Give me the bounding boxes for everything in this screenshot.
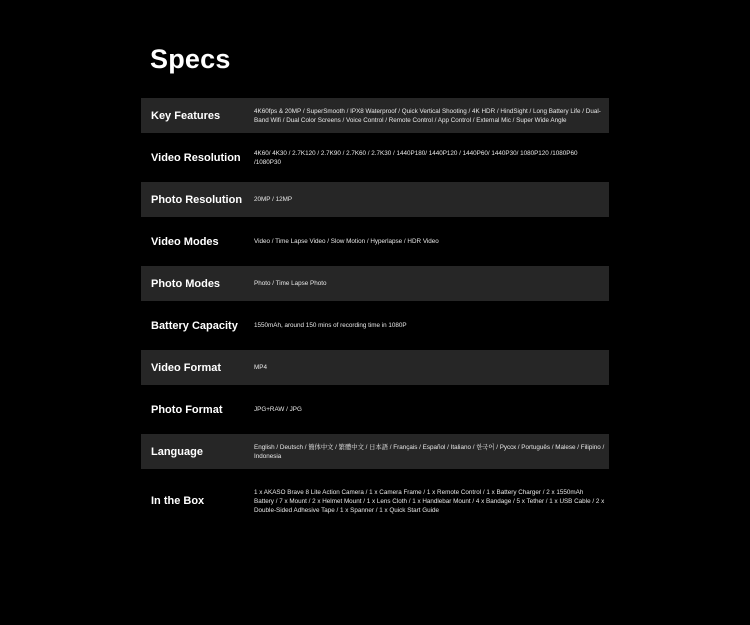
specs-table	[141, 98, 609, 533]
spec-row-video-resolution	[141, 140, 609, 175]
spec-label: Video Format	[151, 361, 222, 374]
spec-value: 1 x AKASO Brave 8 Lite Action Camera / 1 x Camera Frame / 1 x Remote Control / 1 x Battery Charger / 2 x 1550mAh Battery / 7 x Mount / 2 x Helmet Mount / 1 x Lens Cloth / 1 x Handlebar Mount / 4 x Bandage / 5 x Tether / 1 x USB Cable / 2 x Double-Sided Adhesive Tape / 1 x Spanner / 1 x Quick Start Guide	[254, 488, 605, 514]
spec-value: Video / Time Lapse Video / Slow Motion / Hyperlapse / HDR Video	[254, 238, 439, 245]
page-title: Specs	[150, 44, 231, 74]
spec-label: Photo Format	[151, 403, 223, 416]
spec-row-language	[141, 434, 609, 469]
spec-value: MP4	[254, 364, 267, 371]
spec-value: 4K60/ 4K30 / 2.7K120 / 2.7K90 / 2.7K60 / 2.7K30 / 1440P180/ 1440P120 / 1440P60/ 1440P30/ 1080P120 /1080P60 /1080P30	[254, 149, 578, 166]
spec-label: Photo Modes	[151, 277, 221, 290]
spec-label: Battery Capacity	[151, 319, 238, 332]
spec-row-photo-modes	[141, 266, 609, 301]
spec-value: English / Deutsch / 簡体中文 / 繁體中文 / 日本語 / Français / Español / Italiano / 한국어 / Русск / Português / Malese / Filipino / Indonesia	[254, 443, 605, 460]
spec-value: 20MP / 12MP	[254, 196, 293, 203]
spec-label: Photo Resolution	[151, 193, 243, 206]
spec-row-photo-format	[141, 392, 609, 427]
spec-value: 4K60fps & 20MP / SuperSmooth / IPX8 Waterproof / Quick Vertical Shooting / 4K HDR / HindSight / Long Battery Life / Dual-Band Wifi / Dual Color Screens / Voice Control / Remote Control / App Control / External Mic / Super Wide Angle	[254, 107, 601, 124]
spec-row-photo-resolution	[141, 182, 609, 217]
spec-value: JPG+RAW / JPG	[254, 406, 302, 413]
spec-label: In the Box	[151, 495, 205, 507]
spec-row-key-features	[141, 98, 609, 133]
spec-row-in-the-box	[141, 476, 609, 526]
spec-value: Photo / Time Lapse Photo	[254, 280, 327, 287]
spec-label: Language	[151, 445, 203, 458]
spec-row-video-format	[141, 350, 609, 385]
spec-label: Video Resolution	[151, 151, 241, 164]
spec-row-video-modes	[141, 224, 609, 259]
spec-value: 1550mAh, around 150 mins of recording time in 1080P	[254, 322, 407, 329]
spec-label: Video Modes	[151, 235, 219, 248]
spec-row-battery-capacity	[141, 308, 609, 343]
spec-label: Key Features	[151, 109, 221, 122]
